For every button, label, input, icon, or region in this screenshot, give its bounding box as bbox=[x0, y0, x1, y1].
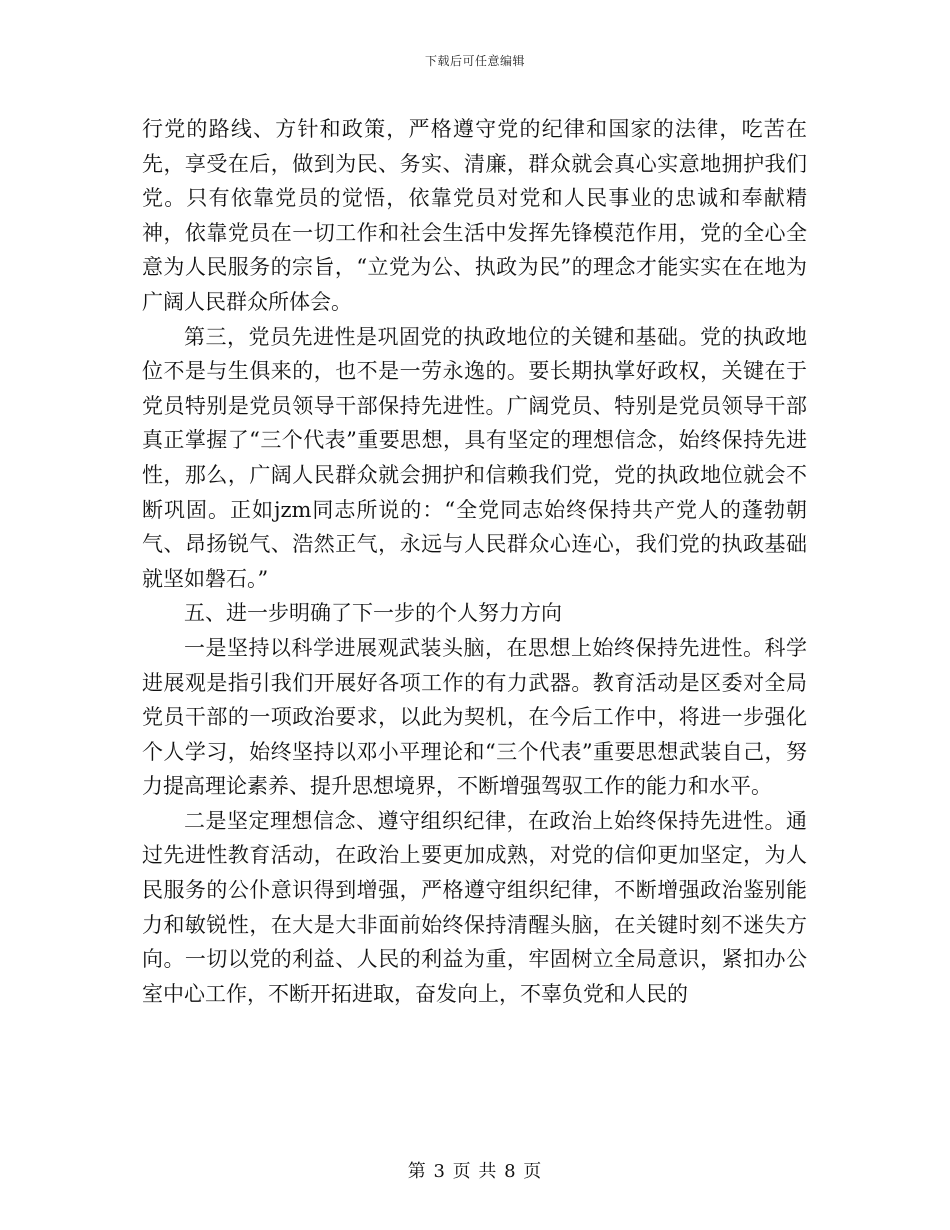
paragraph-second-direction: 二是坚定理想信念、遵守组织纪律，在政治上始终保持先进性。通过先进性教育活动，在政治上要更加成熟，对党的信仰更加坚定，为人民服务的公仆意识得到增强，严格遵守组织纪律，不断增强政治鉴别能力和敏锐性，在大是大非面前始终保持清醒头脑，在关键时刻不迷失方向。一切以党的利益、人民的利益为重，牢固树立全局意识，紧扣办公室中心工作，不断开拓进取，奋发向上，不辜负党和人民的 bbox=[142, 808, 807, 1006]
paragraph-third-point: 第三，党员先进性是巩固党的执政地位的关键和基础。党的执政地位不是与生俱来的，也不是一劳永逸的。要长期执掌好政权，关键在于党员特别是党员领导干部保持先进性。广阔党员、特别是党员领导干部真正掌握了“三个代表”重要思想，具有坚定的理想信念，始终保持先进性，那么，广阔人民群众就会拥护和信赖我们党，党的执政地位就会不断巩固。正如jzm同志所说的：“全党同志始终保持共产党人的蓬勃朝气、昂扬锐气、浩然正气，永远与人民群众心连心，我们党的执政基础就坚如磐石。” bbox=[142, 324, 807, 591]
paragraph-continuation: 行党的路线、方针和政策，严格遵守党的纪律和国家的法律，吃苦在先，享受在后，做到为民、务实、清廉，群众就会真心实意地拥护我们党。只有依靠党员的觉悟，依靠党员对党和人民事业的忠诚和奉献精神，依靠党员在一切工作和社会生活中发挥先锋模范作用，党的全心全意为人民服务的宗旨，“立党为公、执政为民”的理念才能实实在在地为广阔人民群众所体会。 bbox=[142, 117, 807, 314]
paragraph-first-direction: 一是坚持以科学进展观武装头脑，在思想上始终保持先进性。科学进展观是指引我们开展好各项工作的有力武器。教育活动是区委对全局党员干部的一项政治要求，以此为契机，在今后工作中，将进一步强化个人学习，始终坚持以邓小平理论和“三个代表”重要思想武装自己，努力提高理论素养、提升思想境界，不断增强驾驭工作的能力和水平。 bbox=[142, 635, 807, 799]
page-header: 下载后可任意编辑 bbox=[424, 54, 525, 68]
document-body bbox=[142, 112, 807, 1011]
page-number-footer: 第 3 页 共 8 页 bbox=[407, 1161, 543, 1182]
section-heading-five: 五、进一步明确了下一步的个人努力方向 bbox=[184, 601, 562, 626]
